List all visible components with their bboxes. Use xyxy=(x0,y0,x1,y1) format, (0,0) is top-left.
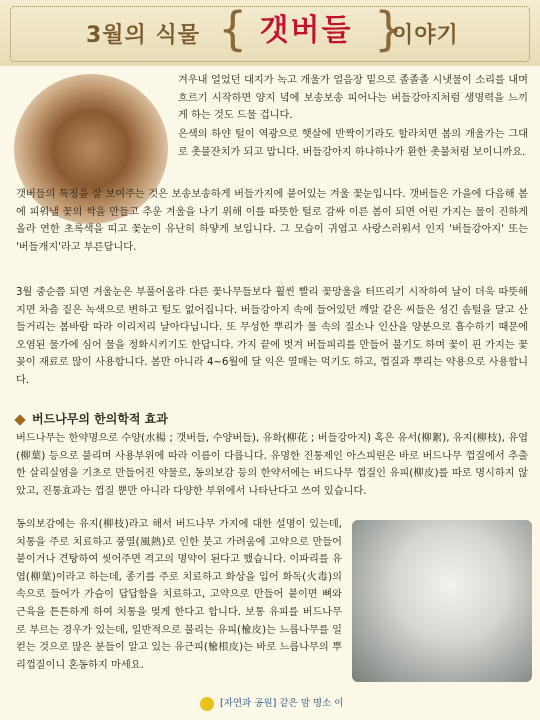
paragraph-6: 동의보감에는 유지(柳枝)라고 해서 버드나무 가지에 대한 설명이 있는데, 치통을 주로 치료하고 풍열(風熱)로 인한 붓고 가려움에 고약으로 만들어 붙이거나 견탕하여 씻어주면 격고의 명약이 된다고 했습니다. 이파리를 유엽(柳葉)이라고 하는데, 종기를 주로 치료하고 화상을 입어 화독(火毒)의 속으로 들어가 가슴이 답답함을 치료하고, 고약으로 만들어 붙이면 뼈와 근육을 튼튼하게 하여 치통을 멎게 한다고 합니다. 보통 유피를 버드나무로 부르는 경우가 있는데, 일반적으로 불리는 유피(楡皮)는 느릅나무를 일컫는 것으로 많은 분들이 알고 있는 유근피(楡根皮)는 바로 느릅나무의 뿌리껍질이니 혼동하지 마세요. xyxy=(16,519,342,671)
paragraph-4: 3월 중순쯤 되면 겨울눈은 부풀어올라 다른 꽃나무들보다 훨씬 빨리 꽃망울을 터뜨리기 시작하여 날이 더욱 따뜻해지면 차츰 짙은 녹색으로 변하고 털도 없어집니다. 버들강아지 속에 들어있던 깨알 같은 씨들은 성긴 솜털을 달고 산들거리는 봄바람 따라 이리저리 날아다닙니다. 또 무성한 뿌리가 물 속의 질소나 인산을 양분으로 흡수하기 때문에 오염된 물가에 심어 물을 정화시키기도 한답니다. 가지 끝에 벗겨 버들피리를 만들어 불기도 하며 꽃이 핀 가지는 꽃꽂이 재료로 많이 사용합니다. 봄만 아니라 4~6월에 달 익은 열매는 먹기도 하고, 껍질과 뿌리는 약용으로 사용합니다. xyxy=(16,287,528,386)
title-month: 3월의 식물 xyxy=(86,23,200,48)
paragraph-3: 갯버들의 특징을 잘 보여주는 것은 보송보송하게 버들가지에 붙어있는 겨울 꽃눈입니다. 갯버들은 가을에 다음해 봄에 피워낼 꽃의 싹을 만들고 추운 겨울을 나기 위해 이를 따뜻한 털로 감싸 이른 봄이 되면 어린 가지는 물이 진하게 올라 연한 초록색을 띠고 꽃눈이 유난히 하얗게 보입니다. 그 모습이 귀엽고 사랑스러워서 인지 '버들강아지' 또는 '버들개지'라고 부른답니다. xyxy=(16,189,528,253)
title-plant-name: 갯버들 xyxy=(259,13,353,48)
diamond-bullet-icon xyxy=(14,414,25,425)
paragraph-1: 겨우내 얼었던 대지가 녹고 개울가 얼음장 밑으로 졸졸졸 시냇물이 소리를 내며 흐르기 시작하면 양지 녘에 보송보송 피어나는 버들강아지처럼 생명력을 느끼게 하는 것도 드물 겁니다. xyxy=(178,75,528,122)
section-heading-text: 버드나무의 한의학적 효과 xyxy=(32,412,168,426)
footer-text: [자연과 공원] 같은 맘 명소 이 xyxy=(220,698,344,709)
willow-flower-image xyxy=(352,520,532,682)
section-heading xyxy=(16,410,168,427)
bracket-right-icon: } xyxy=(374,2,404,56)
paragraph-2: 은색의 하얀 털이 역광으로 햇살에 반짝이기라도 할라치면 봄의 개울가는 그대로 촛불잔치가 되고 맙니다. 버들강아지 하나하나가 환한 촛불처럼 보이니까요. xyxy=(178,129,528,158)
logo-icon xyxy=(200,697,214,711)
header-banner xyxy=(0,0,540,66)
bracket-left-icon: { xyxy=(218,2,248,56)
footer-credit xyxy=(200,694,350,714)
title-story: 이야기 xyxy=(392,23,459,48)
paragraph-5: 버드나무는 한약명으로 수양(水楊 ; 갯버들, 수양버들), 유화(柳花 ; 버들강아지) 혹은 유서(柳絮), 유지(柳枝), 유엽(柳葉) 등으로 불리며 사용부위에 따라 이름이 다릅니다. 유명한 진통제인 아스피린은 바로 버드나무 껍질에서 추출한 살리실염을 기초로 만들어진 약물로, 동의보감 등의 한약서에는 버드나무 껍질인 유피(柳皮)를 따로 명시하지 않았고, 진통효과는 껍질 뿐만 아니라 다양한 부위에서 나타난다고 쓰여 있습니다. xyxy=(16,433,528,497)
